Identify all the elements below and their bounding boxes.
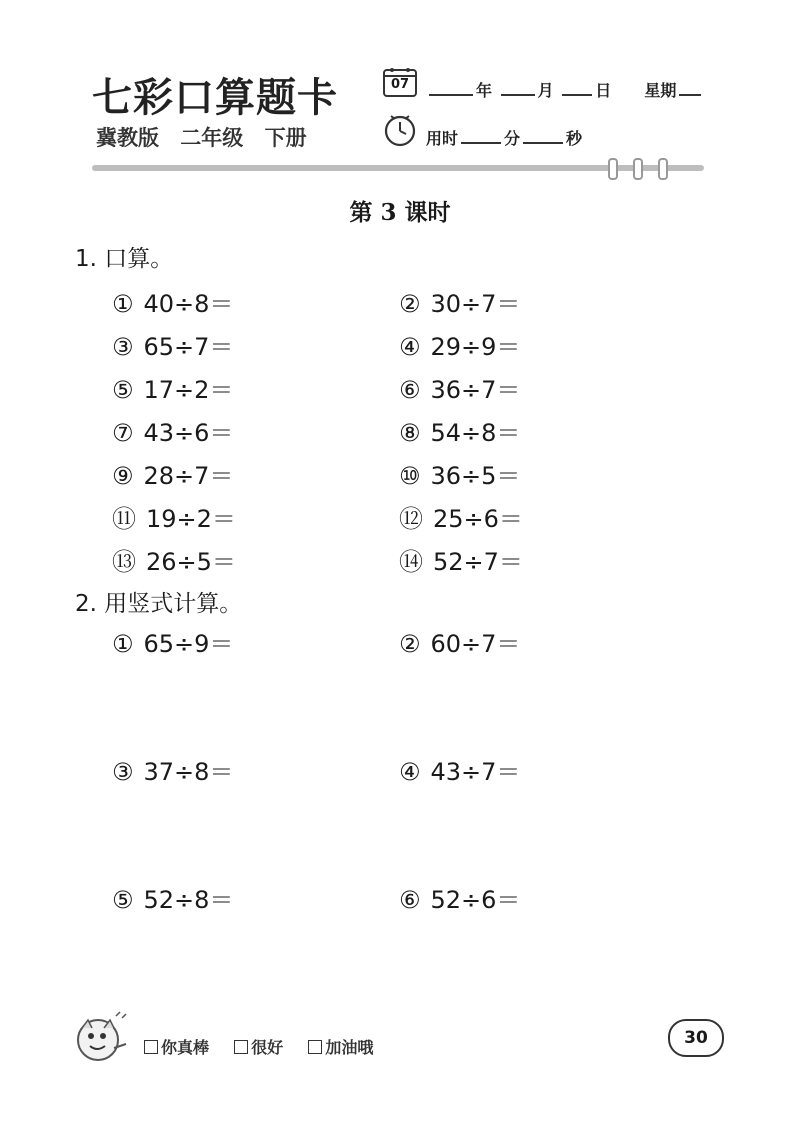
problem-number: ⑨ xyxy=(112,462,134,490)
problem-expression: 28÷7＝ xyxy=(143,462,234,490)
problem-item xyxy=(112,456,233,491)
mascot-icon xyxy=(68,1008,132,1072)
rating-option-great[interactable] xyxy=(144,1038,209,1057)
problem-item xyxy=(399,499,523,534)
problem-item xyxy=(112,624,233,659)
problem-expression: 54÷8＝ xyxy=(430,419,521,447)
seconds-blank[interactable] xyxy=(523,128,563,144)
problem-item xyxy=(399,542,523,577)
problem-expression: 25÷6＝ xyxy=(433,505,523,533)
time-minutes-label: 分 xyxy=(504,129,521,148)
problem-number: ④ xyxy=(399,758,421,786)
problem-expression: 52÷7＝ xyxy=(433,548,523,576)
problem-expression: 29÷9＝ xyxy=(430,333,521,361)
problem-expression: 36÷7＝ xyxy=(430,376,521,404)
clock-icon xyxy=(382,112,418,148)
day-blank[interactable] xyxy=(562,80,592,96)
problem-number: ⑤ xyxy=(112,376,134,404)
binder-ring-icon xyxy=(633,158,643,180)
problem-number: ② xyxy=(399,630,421,658)
rating-option-label: 很好 xyxy=(251,1038,284,1057)
section-1-heading: 1. 口算。 xyxy=(75,246,174,272)
binder-ring-icon xyxy=(608,158,618,180)
problem-expression: 43÷6＝ xyxy=(143,419,234,447)
minutes-blank[interactable] xyxy=(461,128,501,144)
problem-number: ⑤ xyxy=(112,886,134,914)
problem-item xyxy=(399,624,520,659)
problem-number: ⑥ xyxy=(399,376,421,404)
problem-item xyxy=(399,370,520,405)
problem-number: ④ xyxy=(399,333,421,361)
rating-option-keep-going[interactable] xyxy=(308,1038,373,1057)
problem-item xyxy=(112,327,233,362)
calendar-icon xyxy=(382,66,418,98)
problem-item xyxy=(112,413,233,448)
year-blank[interactable] xyxy=(429,80,473,96)
time-line xyxy=(426,126,582,149)
problem-number: ⑥ xyxy=(399,886,421,914)
problem-expression: 30÷7＝ xyxy=(430,290,521,318)
problem-expression: 37÷8＝ xyxy=(143,758,234,786)
problem-item xyxy=(399,752,520,787)
rating-option-good[interactable] xyxy=(234,1038,283,1057)
problem-expression: 52÷8＝ xyxy=(143,886,234,914)
brand-subtitle: 冀教版 二年级 下册 xyxy=(96,126,307,150)
problem-number: ⑪ xyxy=(112,505,136,533)
problem-number: ② xyxy=(399,290,421,318)
date-weekday-label: 星期 xyxy=(644,81,677,100)
problem-item xyxy=(399,284,520,319)
problem-item xyxy=(399,880,520,915)
problem-item xyxy=(112,752,233,787)
rating-option-label: 加油哦 xyxy=(325,1038,374,1057)
page-number: 30 xyxy=(668,1019,724,1057)
problem-expression: 60÷7＝ xyxy=(430,630,521,658)
lesson-title: 第 3 课时 xyxy=(349,199,451,226)
problem-item xyxy=(112,370,233,405)
problem-number: ⑭ xyxy=(399,548,423,576)
problem-item xyxy=(112,880,233,915)
problem-number: ③ xyxy=(112,758,134,786)
problem-item xyxy=(399,327,520,362)
problem-expression: 36÷5＝ xyxy=(430,462,521,490)
calendar-icon-text: 07 xyxy=(390,77,410,92)
problem-item xyxy=(112,499,236,534)
problem-expression: 17÷2＝ xyxy=(143,376,234,404)
month-blank[interactable] xyxy=(501,80,535,96)
date-line xyxy=(426,78,704,101)
checkbox-icon[interactable] xyxy=(308,1040,322,1054)
problem-number: ⑧ xyxy=(399,419,421,447)
problem-expression: 43÷7＝ xyxy=(430,758,521,786)
problem-item xyxy=(112,284,233,319)
weekday-blank[interactable] xyxy=(679,80,701,96)
problem-expression: 26÷5＝ xyxy=(146,548,236,576)
problem-number: ⑩ xyxy=(399,462,421,490)
problem-item xyxy=(399,456,520,491)
problem-number: ③ xyxy=(112,333,134,361)
problem-number: ⑦ xyxy=(112,419,134,447)
brand-title: 七彩口算题卡 xyxy=(92,75,338,121)
date-month-label: 月 xyxy=(537,81,554,100)
time-seconds-label: 秒 xyxy=(566,129,583,148)
problem-expression: 65÷9＝ xyxy=(143,630,234,658)
problem-item xyxy=(399,413,520,448)
checkbox-icon[interactable] xyxy=(144,1040,158,1054)
problem-item xyxy=(112,542,236,577)
date-day-label: 日 xyxy=(595,81,612,100)
problem-expression: 52÷6＝ xyxy=(430,886,521,914)
problem-number: ① xyxy=(112,630,134,658)
problem-number: ⑬ xyxy=(112,548,136,576)
rating-option-label: 你真棒 xyxy=(161,1038,210,1057)
problem-number: ① xyxy=(112,290,134,318)
problem-expression: 65÷7＝ xyxy=(143,333,234,361)
time-used-label: 用时 xyxy=(426,129,459,148)
binder-ring-icon xyxy=(658,158,668,180)
rating-options xyxy=(144,1035,373,1058)
problem-number: ⑫ xyxy=(399,505,423,533)
checkbox-icon[interactable] xyxy=(234,1040,248,1054)
problem-expression: 19÷2＝ xyxy=(146,505,236,533)
section-2-heading: 2. 用竖式计算。 xyxy=(75,591,243,617)
date-year-label: 年 xyxy=(476,81,493,100)
problem-expression: 40÷8＝ xyxy=(143,290,234,318)
